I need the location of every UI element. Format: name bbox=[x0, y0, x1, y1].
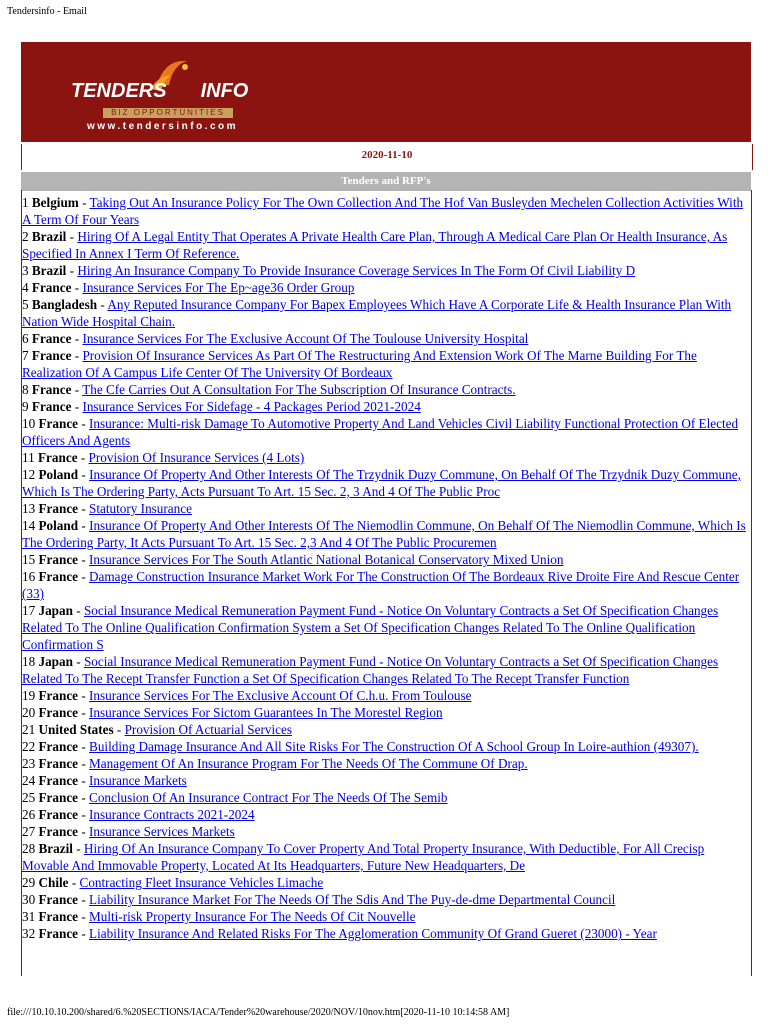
tender-country: France bbox=[31, 280, 72, 295]
list-item: 12 Poland - Insurance Of Property And Other Interests Of The Trzydnik Duzy Commune, On Behalf Of The Trzydnik Duzy Commune, Which Is The Ordering Party, Acts Pursuant To Art. 15 Sec. 2, 3 And 4 Of The Public Proc bbox=[22, 467, 741, 499]
date-row bbox=[21, 144, 753, 170]
tender-link[interactable]: Social Insurance Medical Remuneration Payment Fund - Notice On Voluntary Contracts a Set Of Specification Changes Related To The Recept Transfer Function a Set Of Specification Changes Related To The Recept Transfer Function bbox=[22, 654, 719, 686]
tender-country: Japan bbox=[38, 654, 73, 669]
tender-number: 30 bbox=[22, 892, 36, 907]
tender-number: 29 bbox=[22, 875, 36, 890]
list-item: 21 United States - Provision Of Actuarial Services bbox=[22, 722, 292, 737]
list-item: 16 France - Damage Construction Insurance Market Work For The Construction Of The Bordeaux Rive Droite Fire And Rescue Center (33) bbox=[22, 569, 740, 601]
tender-number: 24 bbox=[22, 773, 36, 788]
tender-link[interactable]: Insurance Services For The Exclusive Account Of C.h.u. From Toulouse bbox=[89, 688, 472, 703]
list-item: 5 Bangladesh - Any Reputed Insurance Company For Bapex Employees Which Have A Corporate Life & Health Insurance Plan With Nation Wide Hospital Chain. bbox=[22, 297, 732, 329]
tender-country: France bbox=[31, 348, 72, 363]
tender-country: France bbox=[31, 399, 72, 414]
tender-country: France bbox=[31, 331, 72, 346]
tender-link[interactable]: Insurance Markets bbox=[89, 773, 187, 788]
tender-number: 23 bbox=[22, 756, 36, 771]
tender-country: Japan bbox=[38, 603, 73, 618]
tender-number: 1 bbox=[22, 195, 29, 210]
tender-number: 11 bbox=[22, 450, 35, 465]
tender-country: France bbox=[38, 807, 79, 822]
tender-number: 13 bbox=[22, 501, 36, 516]
list-item: 24 France - Insurance Markets bbox=[22, 773, 187, 788]
list-item: 31 France - Multi-risk Property Insurance For The Needs Of Cit Nouvelle bbox=[22, 909, 416, 924]
list-item: 25 France - Conclusion Of An Insurance Contract For The Needs Of The Semib bbox=[22, 790, 448, 805]
list-item: 27 France - Insurance Services Markets bbox=[22, 824, 235, 839]
tender-country: France bbox=[38, 416, 79, 431]
tender-number: 20 bbox=[22, 705, 36, 720]
tender-country: France bbox=[38, 926, 79, 941]
tender-link[interactable]: Insurance Of Property And Other Interests Of The Niemodlin Commune, On Behalf Of The Niemodlin Commune, Which Is The Ordering Party, It Acts Pursuant To Art. 15 Sec. 2,3 And 4 Of The Public Procuremen bbox=[22, 518, 746, 550]
tender-number: 21 bbox=[22, 722, 36, 737]
tendersinfo-logo[interactable] bbox=[57, 47, 287, 137]
tender-link[interactable]: Hiring Of An Insurance Company To Cover Property And Total Property Insurance, With Deductible, For All Crecisp Movable And Immovable Property, Located At Its Headquarters, Future New Headquarters, De bbox=[22, 841, 705, 873]
tender-country: France bbox=[38, 501, 79, 516]
tender-country: Belgium bbox=[31, 195, 79, 210]
list-item: 14 Poland - Insurance Of Property And Other Interests Of The Niemodlin Commune, On Behalf Of The Niemodlin Commune, Which Is The Ordering Party, It Acts Pursuant To Art. 15 Sec. 2,3 And 4 Of The Public Procuremen bbox=[22, 518, 746, 550]
tender-link[interactable]: Insurance Services For Sidefage - 4 Packages Period 2021-2024 bbox=[82, 399, 421, 414]
tender-number: 7 bbox=[22, 348, 29, 363]
list-item: 15 France - Insurance Services For The South Atlantic National Botanical Conservatory Mixed Union bbox=[22, 552, 564, 567]
list-item: 28 Brazil - Hiring Of An Insurance Company To Cover Property And Total Property Insurance, With Deductible, For All Crecisp Movable And Immovable Property, Located At Its Headquarters, Future New Headquarters, De bbox=[22, 841, 705, 873]
tender-country: Poland bbox=[38, 518, 79, 533]
tender-number: 19 bbox=[22, 688, 36, 703]
tender-link[interactable]: Any Reputed Insurance Company For Bapex Employees Which Have A Corporate Life & Health Insurance Plan With Nation Wide Hospital Chain. bbox=[22, 297, 732, 329]
tender-link[interactable]: Damage Construction Insurance Market Work For The Construction Of The Bordeaux Rive Droite Fire And Rescue Center (33) bbox=[22, 569, 740, 601]
tender-link[interactable]: Insurance Services For The Exclusive Account Of The Toulouse University Hospital bbox=[82, 331, 529, 346]
tender-country: Bangladesh bbox=[31, 297, 98, 312]
list-item: 6 France - Insurance Services For The Exclusive Account Of The Toulouse University Hospital bbox=[22, 331, 529, 346]
tender-number: 17 bbox=[22, 603, 36, 618]
tender-link[interactable]: Contracting Fleet Insurance Vehicles Limache bbox=[79, 875, 324, 890]
tender-link[interactable]: Taking Out An Insurance Policy For The Own Collection And The Hof Van Busleyden Mechelen Collection Activities With A Term Of Four Years bbox=[22, 195, 744, 227]
tender-country: France bbox=[38, 569, 79, 584]
tender-number: 14 bbox=[22, 518, 36, 533]
tender-link[interactable]: The Cfe Carries Out A Consultation For The Subscription Of Insurance Contracts. bbox=[82, 382, 516, 397]
tender-number: 9 bbox=[22, 399, 29, 414]
logo-url: www.tendersinfo.com bbox=[87, 121, 239, 132]
logo-tagline: BIZ OPPORTUNITIES bbox=[103, 108, 233, 118]
tender-number: 32 bbox=[22, 926, 36, 941]
tender-link[interactable]: Insurance Of Property And Other Interests Of The Trzydnik Duzy Commune, On Behalf Of The Trzydnik Duzy Commune, Which Is The Ordering Party, Acts Pursuant To Art. 15 Sec. 2, 3 And 4 Of The Public Proc bbox=[22, 467, 741, 499]
tender-number: 3 bbox=[22, 263, 29, 278]
tender-link[interactable]: Liability Insurance And Related Risks For The Agglomeration Community Of Grand Gueret (23000) - Year bbox=[89, 926, 657, 941]
tender-number: 16 bbox=[22, 569, 36, 584]
tender-link[interactable]: Conclusion Of An Insurance Contract For The Needs Of The Semib bbox=[89, 790, 448, 805]
tender-number: 18 bbox=[22, 654, 36, 669]
tender-country: France bbox=[38, 756, 79, 771]
tender-link[interactable]: Insurance Services Markets bbox=[89, 824, 235, 839]
list-item: 11 France - Provision Of Insurance Services (4 Lots) bbox=[22, 450, 305, 465]
list-item: 20 France - Insurance Services For Sictom Guarantees In The Morestel Region bbox=[22, 705, 443, 720]
tender-country: Brazil bbox=[31, 229, 67, 244]
tender-country: France bbox=[38, 892, 79, 907]
tender-number: 5 bbox=[22, 297, 29, 312]
tender-country: France bbox=[38, 688, 79, 703]
tender-number: 6 bbox=[22, 331, 29, 346]
tender-number: 26 bbox=[22, 807, 36, 822]
tender-country: France bbox=[38, 705, 79, 720]
tender-country: France bbox=[38, 450, 78, 465]
list-item: 1 Belgium - Taking Out An Insurance Policy For The Own Collection And The Hof Van Busleyden Mechelen Collection Activities With A Term Of Four Years bbox=[22, 195, 744, 227]
tender-country: United States bbox=[38, 722, 114, 737]
tender-country: Poland bbox=[38, 467, 79, 482]
tender-link[interactable]: Provision Of Insurance Services As Part Of The Restructuring And Extension Work Of The Marne Building For The Realization Of A Campus Life Center Of The University Of Bordeaux bbox=[22, 348, 697, 380]
tender-link[interactable]: Multi-risk Property Insurance For The Needs Of Cit Nouvelle bbox=[89, 909, 416, 924]
tender-link[interactable]: Insurance Services For The South Atlantic National Botanical Conservatory Mixed Union bbox=[89, 552, 564, 567]
logo-right-word: INFO bbox=[200, 80, 249, 102]
tender-number: 10 bbox=[22, 416, 36, 431]
list-item: 4 France - Insurance Services For The Ep~age36 Order Group bbox=[22, 280, 355, 295]
tender-country: Brazil bbox=[31, 263, 67, 278]
tender-list bbox=[22, 194, 752, 942]
list-item: 30 France - Liability Insurance Market For The Needs Of The Sdis And The Puy-de-dme Departmental Council bbox=[22, 892, 616, 907]
print-footer: file:///10.10.10.200/shared/6.%20SECTIONS/IACA/Tender%20warehouse/2020/NOV/10nov.htm[2020-11-10 10:14:58 AM] bbox=[7, 1007, 510, 1018]
list-item: 22 France - Building Damage Insurance And All Site Risks For The Construction Of A School Group In Loire-authion (49307). bbox=[22, 739, 699, 754]
tender-link[interactable]: Provision Of Insurance Services (4 Lots) bbox=[88, 450, 305, 465]
tender-number: 27 bbox=[22, 824, 36, 839]
section-title: Tenders and RFP's bbox=[21, 172, 751, 191]
tender-country: Brazil bbox=[38, 841, 73, 856]
tender-number: 4 bbox=[22, 280, 29, 295]
tender-country: France bbox=[38, 824, 79, 839]
tender-link[interactable]: Insurance Services For Sictom Guarantees In The Morestel Region bbox=[89, 705, 443, 720]
tender-number: 31 bbox=[22, 909, 36, 924]
list-item: 9 France - Insurance Services For Sidefage - 4 Packages Period 2021-2024 bbox=[22, 399, 421, 414]
list-item: 26 France - Insurance Contracts 2021-2024 bbox=[22, 807, 255, 822]
tender-number: 15 bbox=[22, 552, 36, 567]
tender-link[interactable]: Building Damage Insurance And All Site Risks For The Construction Of A School Group In Loire-authion (49307). bbox=[89, 739, 699, 754]
tender-link[interactable]: Insurance Services For The Ep~age36 Order Group bbox=[82, 280, 355, 295]
tender-country: Chile bbox=[38, 875, 69, 890]
tender-link[interactable]: Hiring An Insurance Company To Provide Insurance Coverage Services In The Form Of Civil Liability D bbox=[77, 263, 636, 278]
list-item: 3 Brazil - Hiring An Insurance Company To Provide Insurance Coverage Services In The Form Of Civil Liability D bbox=[22, 263, 636, 278]
tender-link[interactable]: Insurance Contracts 2021-2024 bbox=[89, 807, 255, 822]
tender-number: 8 bbox=[22, 382, 29, 397]
tender-link[interactable]: Insurance: Multi-risk Damage To Automotive Property And Land Vehicles Civil Liability Functional Protection Of Elected Officers And Agents bbox=[22, 416, 739, 448]
logo-wordmark bbox=[71, 80, 248, 103]
list-item: 10 France - Insurance: Multi-risk Damage To Automotive Property And Land Vehicles Civil Liability Functional Protection Of Elected Officers And Agents bbox=[22, 416, 739, 448]
list-item: 17 Japan - Social Insurance Medical Remuneration Payment Fund - Notice On Voluntary Contracts a Set Of Specification Changes Related To The Online Qualification Confirmation System a Set Of Specification Changes Related To The Online Qualification Confirmation S bbox=[22, 603, 719, 652]
list-item: 2 Brazil - Hiring Of A Legal Entity That Operates A Private Health Care Plan, Through A Medical Care Plan Or Health Insurance, As Specified In Annex I Term Of Reference. bbox=[22, 229, 728, 261]
tender-link[interactable]: Management Of An Insurance Program For The Needs Of The Commune Of Drap. bbox=[89, 756, 528, 771]
tender-country: France bbox=[38, 909, 79, 924]
list-item: 7 France - Provision Of Insurance Services As Part Of The Restructuring And Extension Work Of The Marne Building For The Realization Of A Campus Life Center Of The University Of Bordeaux bbox=[22, 348, 697, 380]
issue-date: 2020-11-10 bbox=[361, 149, 413, 161]
tender-link[interactable]: Provision Of Actuarial Services bbox=[124, 722, 292, 737]
list-item: 29 Chile - Contracting Fleet Insurance Vehicles Limache bbox=[22, 875, 324, 890]
tender-country: France bbox=[38, 773, 79, 788]
tender-link[interactable]: Hiring Of A Legal Entity That Operates A Private Health Care Plan, Through A Medical Care Plan Or Health Insurance, As Specified In Annex I Term Of Reference. bbox=[22, 229, 728, 261]
tender-number: 22 bbox=[22, 739, 36, 754]
tender-number: 28 bbox=[22, 841, 36, 856]
tender-country: France bbox=[38, 552, 79, 567]
list-item: 23 France - Management Of An Insurance Program For The Needs Of The Commune Of Drap. bbox=[22, 756, 528, 771]
tender-country: France bbox=[38, 790, 79, 805]
list-item: 32 France - Liability Insurance And Related Risks For The Agglomeration Community Of Grand Gueret (23000) - Year bbox=[22, 926, 657, 941]
logo-left-word: TENDERS bbox=[71, 80, 167, 102]
tender-number: 12 bbox=[22, 467, 36, 482]
tender-country: France bbox=[31, 382, 72, 397]
tender-link[interactable]: Social Insurance Medical Remuneration Payment Fund - Notice On Voluntary Contracts a Set Of Specification Changes Related To The Online Qualification Confirmation System a Set Of Specification Changes Related To The Online Qualification Confirmation S bbox=[22, 603, 719, 652]
list-item: 18 Japan - Social Insurance Medical Remuneration Payment Fund - Notice On Voluntary Contracts a Set Of Specification Changes Related To The Recept Transfer Function a Set Of Specification Changes Related To The Recept Transfer Function bbox=[22, 654, 719, 686]
list-item: 8 France - The Cfe Carries Out A Consultation For The Subscription Of Insurance Contracts. bbox=[22, 382, 516, 397]
tender-number: 2 bbox=[22, 229, 29, 244]
print-header: Tendersinfo - Email bbox=[7, 6, 87, 17]
tender-country: France bbox=[38, 739, 79, 754]
list-item: 13 France - Statutory Insurance bbox=[22, 501, 192, 516]
tender-number: 25 bbox=[22, 790, 36, 805]
list-item: 19 France - Insurance Services For The Exclusive Account Of C.h.u. From Toulouse bbox=[22, 688, 472, 703]
tender-link[interactable]: Liability Insurance Market For The Needs Of The Sdis And The Puy-de-dme Departmental Council bbox=[89, 892, 616, 907]
banner bbox=[21, 42, 751, 142]
tender-link[interactable]: Statutory Insurance bbox=[89, 501, 192, 516]
